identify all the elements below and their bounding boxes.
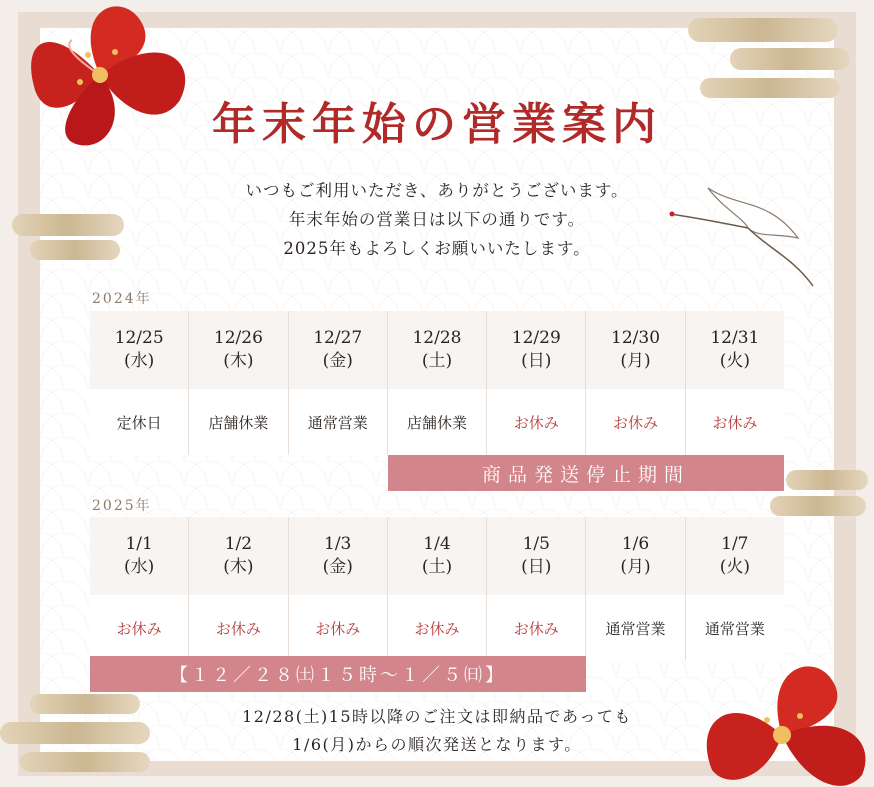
status-cell: 店舗休業 (388, 389, 486, 455)
date-label: 1/6 (621, 534, 650, 554)
weekday-label: (木) (223, 557, 254, 577)
shipping-stop-band: 商品発送停止期間 (388, 455, 784, 491)
note-line: 12/28(土)15時以降のご注文は即納品であっても (242, 707, 632, 726)
page-title: 年末年始の営業案内 (212, 99, 662, 150)
shipping-stop-period-band: 【１２／２８㈯１５時～１／５㈰】 (90, 656, 586, 692)
date-label: 1/5 (522, 534, 550, 554)
status-cell: お休み (189, 595, 287, 661)
weekday-label: (日) (521, 351, 552, 371)
date-label: 12/30 (611, 328, 661, 348)
day-column (289, 311, 388, 455)
weekday-label: (水) (124, 557, 155, 577)
date-cell (289, 517, 387, 595)
date-label: 12/31 (710, 328, 760, 348)
weekday-label: (月) (620, 557, 651, 577)
date-cell (388, 517, 486, 595)
weekday-label: (金) (322, 351, 353, 371)
cloud-decoration-right-mid (786, 470, 868, 490)
weekday-label: (月) (620, 351, 651, 371)
date-label: 1/1 (125, 534, 153, 554)
weekday-label: (土) (421, 557, 453, 577)
intro-text (0, 176, 874, 263)
weekday-label: (木) (223, 351, 254, 371)
date-cell (686, 517, 784, 595)
schedule-table-2024 (90, 311, 784, 455)
status-cell: お休み (388, 595, 486, 661)
date-label: 1/4 (423, 534, 451, 554)
intro-line: 2025年もよろしくお願いいたします。 (283, 239, 591, 258)
intro-line: いつもご利用いただき、ありがとうございます。 (245, 181, 629, 200)
day-column (586, 311, 685, 455)
note-line: 1/6(月)からの順次発送となります。 (292, 735, 582, 754)
status-cell: お休み (289, 595, 387, 661)
date-label: 12/27 (313, 328, 363, 348)
weekday-label: (日) (521, 557, 552, 577)
year-label-2024: 2024年 (92, 291, 152, 307)
cloud-decoration-right-mid-2 (770, 496, 866, 516)
date-cell (586, 311, 684, 389)
day-column (686, 517, 784, 661)
day-column (388, 311, 487, 455)
cloud-decoration-top-right-2 (730, 48, 850, 70)
date-cell (189, 517, 287, 595)
status-cell: お休み (586, 389, 684, 455)
weekday-label: (土) (421, 351, 453, 371)
weekday-label: (火) (719, 351, 750, 371)
date-cell (90, 517, 188, 595)
date-label: 12/25 (114, 328, 164, 348)
status-cell: 店舗休業 (189, 389, 287, 455)
date-label: 12/28 (412, 328, 462, 348)
intro-line: 年末年始の営業日は以下の通りです。 (288, 210, 586, 229)
status-cell: 通常営業 (586, 595, 684, 661)
status-cell: お休み (686, 389, 784, 455)
date-cell (586, 517, 684, 595)
shipping-note (0, 703, 874, 759)
date-cell (487, 517, 585, 595)
day-column (388, 517, 487, 661)
status-cell: お休み (487, 389, 585, 455)
date-cell (686, 311, 784, 389)
date-cell (388, 311, 486, 389)
day-column (90, 311, 189, 455)
weekday-label: (金) (322, 557, 353, 577)
day-column (90, 517, 189, 661)
weekday-label: (水) (124, 351, 155, 371)
date-label: 1/7 (721, 534, 749, 554)
day-column (487, 311, 586, 455)
date-cell (487, 311, 585, 389)
cloud-decoration-top-right (688, 18, 838, 42)
status-cell: お休み (90, 595, 188, 661)
weekday-label: (火) (719, 557, 750, 577)
day-column (686, 311, 784, 455)
date-cell (90, 311, 188, 389)
status-cell: 通常営業 (289, 389, 387, 455)
day-column (487, 517, 586, 661)
status-cell: 通常営業 (686, 595, 784, 661)
date-label: 12/26 (213, 328, 263, 348)
day-column (189, 311, 288, 455)
status-cell: 定休日 (90, 389, 188, 455)
date-label: 1/3 (324, 534, 352, 554)
date-cell (289, 311, 387, 389)
day-column (289, 517, 388, 661)
day-column (189, 517, 288, 661)
date-cell (189, 311, 287, 389)
date-label: 12/29 (511, 328, 561, 348)
year-label-2025: 2025年 (92, 498, 152, 514)
status-cell: お休み (487, 595, 585, 661)
schedule-table-2025 (90, 517, 784, 661)
day-column (586, 517, 685, 661)
date-label: 1/2 (224, 534, 253, 554)
